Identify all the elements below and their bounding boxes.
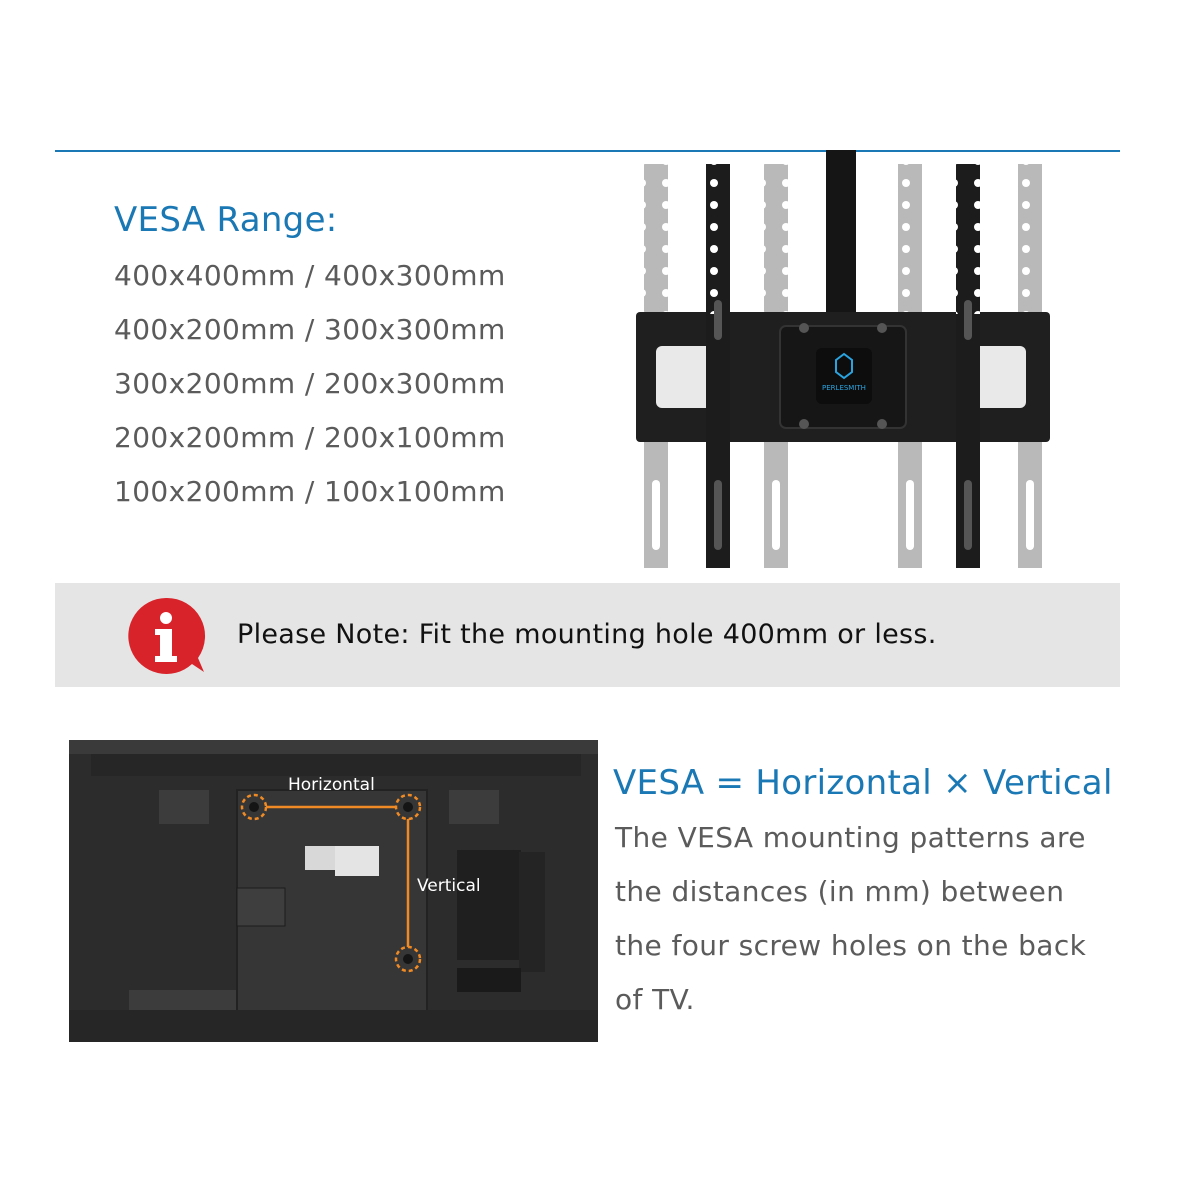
brand-label: PERLESMITH — [822, 384, 866, 392]
ceiling-pole — [826, 150, 856, 320]
info-icon — [126, 596, 206, 676]
vesa-size-line-4: 200x200mm / 200x100mm — [114, 421, 506, 454]
vesa-definition-line-3: the four screw holes on the back — [615, 929, 1087, 962]
vertical-label: Vertical — [417, 876, 481, 896]
vesa-size-line-2: 400x200mm / 300x300mm — [114, 313, 506, 346]
vesa-range-title: VESA Range: — [114, 200, 338, 240]
vesa-definition-title: VESA = Horizontal × Vertical — [613, 763, 1113, 803]
vesa-definition-line-4: of TV. — [615, 983, 695, 1016]
vesa-size-line-1: 400x400mm / 400x300mm — [114, 259, 506, 292]
tv-mount-illustration — [630, 150, 1060, 575]
note-text: Please Note: Fit the mounting hole 400mm or less. — [237, 619, 937, 650]
vesa-definition-line-2: the distances (in mm) between — [615, 875, 1065, 908]
horizontal-label: Horizontal — [288, 775, 375, 795]
vesa-size-line-5: 100x200mm / 100x100mm — [114, 475, 506, 508]
vesa-definition-line-1: The VESA mounting patterns are — [615, 821, 1086, 854]
logo-plate — [816, 348, 872, 404]
vesa-size-line-3: 300x200mm / 200x300mm — [114, 367, 506, 400]
